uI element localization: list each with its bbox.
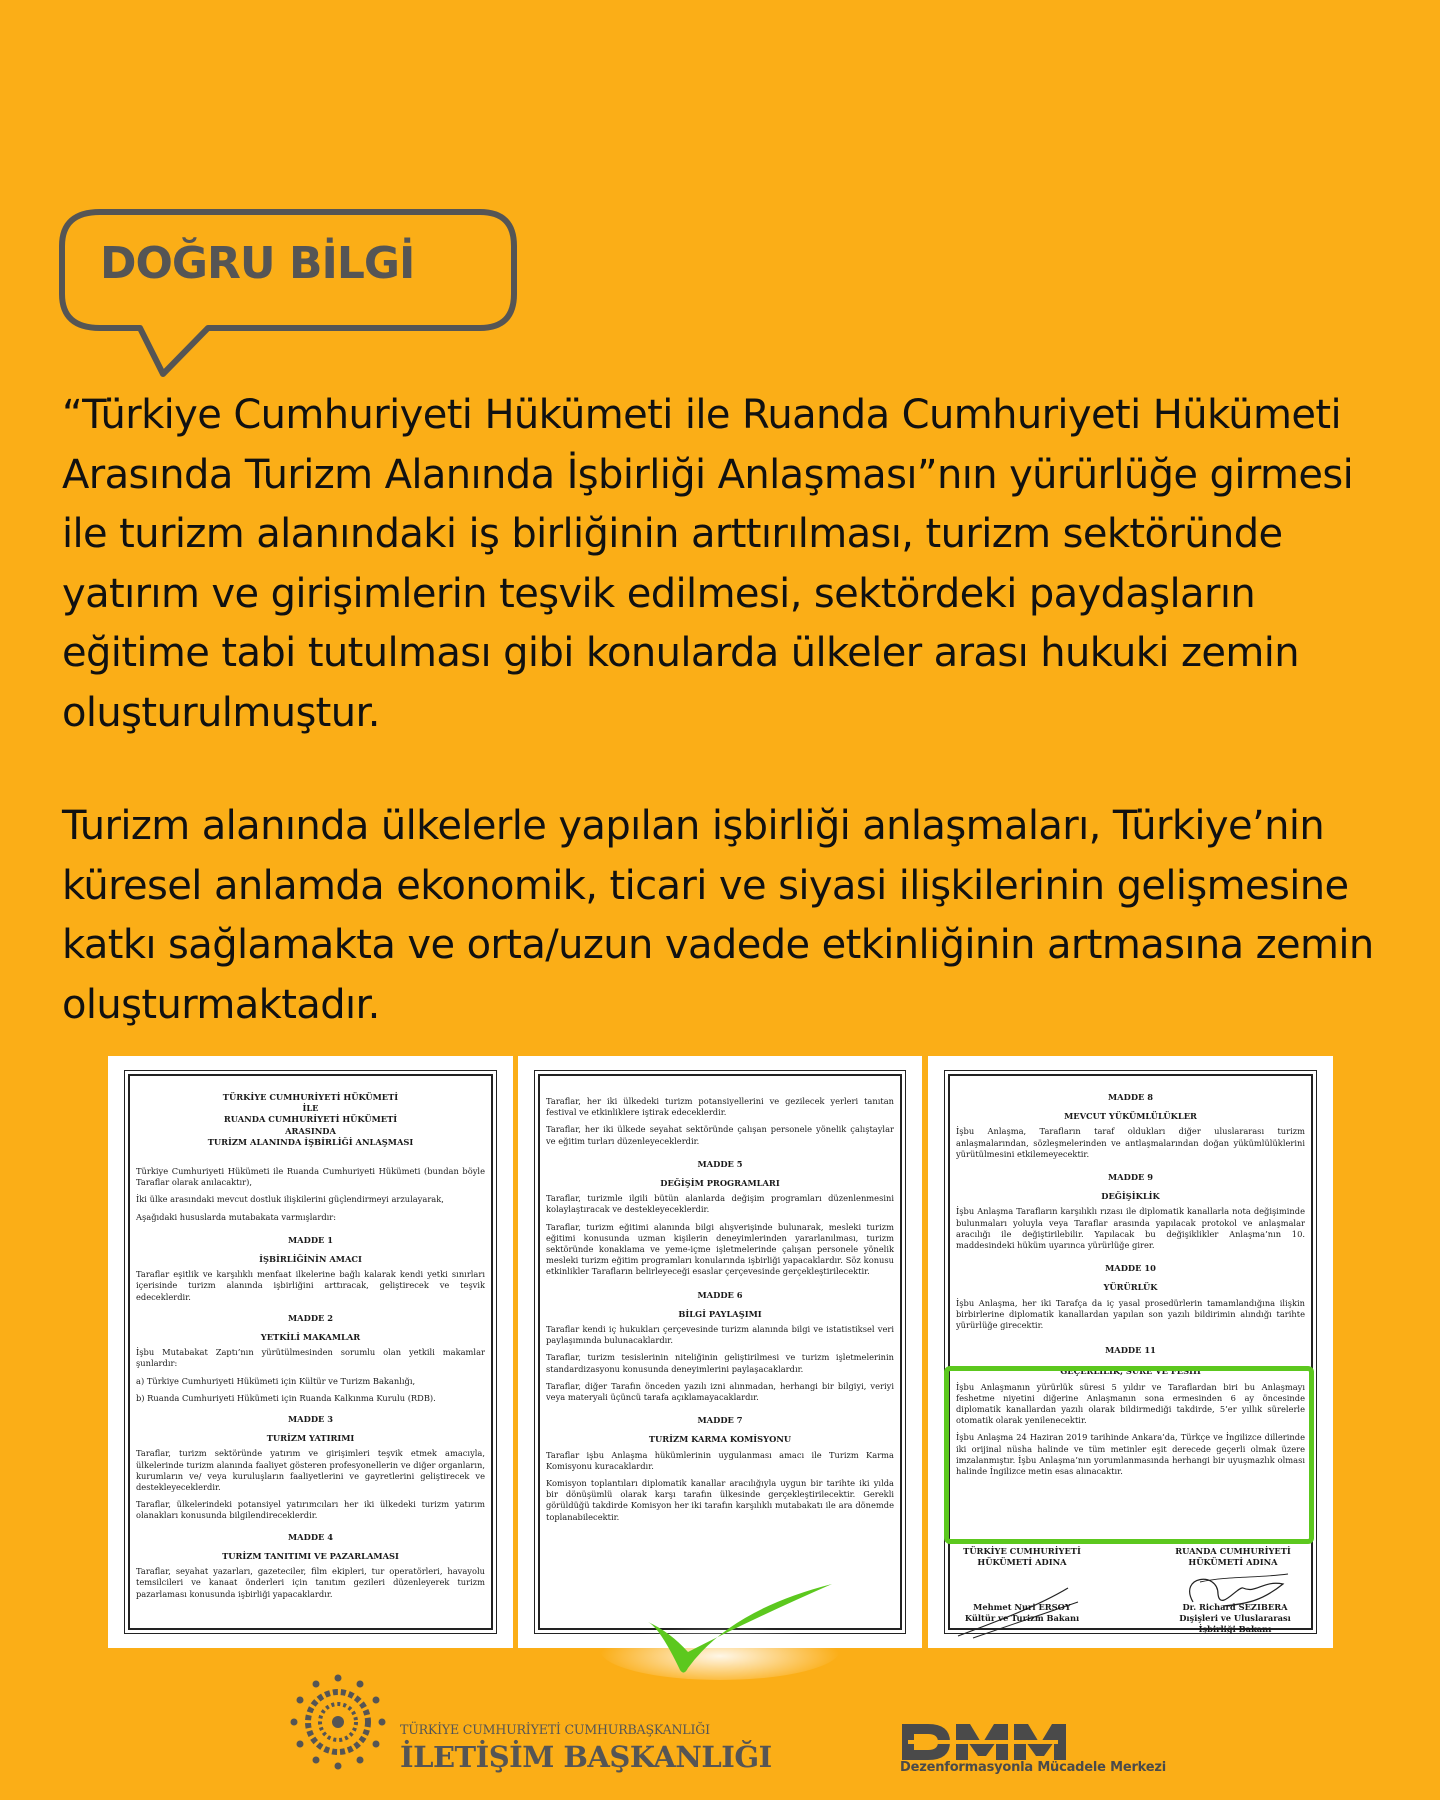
article-number: MADDE 8	[1108, 1092, 1153, 1102]
doc-title-line: İLE	[302, 1103, 319, 1114]
dmm-subtitle: Dezenformasyonla Mücadele Merkezi	[900, 1760, 1167, 1775]
article-heading: DEĞİŞİKLİK	[1101, 1191, 1160, 1202]
article-heading: MEVCUT YÜKÜMLÜLÜKLER	[1064, 1111, 1197, 1122]
signatory-title: İşbirliği Bakanı	[1198, 1624, 1272, 1634]
article-heading: BİLGİ PAYLAŞIMI	[678, 1308, 762, 1319]
badge-label: DOĞRU BİLGİ	[100, 238, 415, 289]
speech-bubble-icon	[0, 0, 1440, 400]
doc-title-line: RUANDA CUMHURİYETİ HÜKÜMETİ	[223, 1114, 398, 1125]
article-number: MADDE 11	[1105, 1345, 1156, 1356]
article-heading: İŞBİRLİĞİNİN AMACI	[259, 1254, 362, 1265]
doc-text: Taraflar, ülkelerindeki potansiyel yatırımcıları her iki ülkedeki turizm yatırım olanakları konusunda bilgilendireceklerdir.	[136, 1499, 485, 1521]
logo1-line2: İLETİŞİM BAŞKANLIĞI	[400, 1740, 772, 1774]
doc-title-line: TURİZM ALANINDA İŞBİRLİĞİ ANLAŞMASI	[207, 1136, 414, 1147]
article-number: MADDE 4	[288, 1531, 333, 1542]
article-heading: TURİZM TANITIMI VE PAZARLAMASI	[222, 1550, 399, 1561]
article-number: MADDE 7	[697, 1415, 743, 1426]
doc-text: İşbu Anlaşma, her iki Tarafça da iç yasal prosedürlerin tamamlandığına ilişkin birbirlerine diplomatik kanallardan yapılan son yazılı bildirimin alındığı tarihte yürürlüğe girecektir.	[956, 1297, 1305, 1331]
signature-block-right	[1158, 1546, 1308, 1568]
article-heading: DEĞİŞİM PROGRAMLARI	[660, 1178, 780, 1189]
signature-label: HÜKÜMETİ ADINA	[1188, 1557, 1278, 1567]
doc-text: a) Türkiye Cumhuriyeti Hükümeti için Kültür ve Turizm Bakanlığı,	[136, 1375, 416, 1386]
doc-text: İki ülke arasındaki mevcut dostluk ilişkilerini güçlendirmeyi arzulayarak,	[136, 1194, 444, 1205]
doc-text: Taraflar, turizm sektöründe yatırım ve girişimleri teşvik etmek amacıyla, ülkelerinde turizm alanında faaliyet gösteren profesyonellerin ve diğer organların, kurumların ve/ veya kuruluşların faaliyetlerini ve gayretlerini geliştirecek ve destekleyeceklerdir.	[136, 1448, 485, 1493]
article-heading: YÜRÜRLÜK	[1103, 1282, 1158, 1293]
doc-text: İşbu Anlaşma Tarafların karşılıklı rızası ile diplomatik kanallarla nota değişiminde bulunmaları yoluyla veya Taraflar arasında yapılacak protokol ve anlaşmalar aracılığı ile değiştirilebilir. Yapılacak bu değişiklikler Anlaşma’nın 10. maddesindeki hüküm uyarınca yürürlüğe girer.	[956, 1206, 1305, 1251]
article-number: MADDE 9	[1108, 1172, 1153, 1183]
article-heading: YETKİLİ MAKAMLAR	[260, 1332, 361, 1343]
doc-text: b) Ruanda Cumhuriyeti Hükümeti için Ruanda Kalkınma Kurulu (RDB).	[136, 1392, 436, 1403]
paragraph-1: “Türkiye Cumhuriyeti Hükümeti ile Ruanda Cumhuriyeti Hükümeti Arasında Turizm Alanında İşbirliği Anlaşması”nın yürürlüğe girmesi ile turizm alanındaki iş birliğinin arttırılması, turizm sektöründe yatırım ve girişimlerin teşvik edilmesi, sektördeki paydaşların eğitime tabi tutulması gibi konularda ülkeler arası hukuki zemin oluşturulmuştur.	[62, 392, 1354, 736]
doc-text: Taraflar eşitlik ve karşılıklı menfaat ilkelerine bağlı kalarak kendi yetki sınırları içerisinde turizm alanında işbirliğini arttıracak, geliştirecek ve teşvik edeceklerdir.	[136, 1269, 485, 1302]
signature-label: TÜRKİYE CUMHURİYETİ	[963, 1546, 1081, 1556]
signatory-name: Dr. Richard SEZIBERA	[1182, 1602, 1288, 1612]
logo1-line1: TÜRKİYE CUMHURİYETİ CUMHURBAŞKANLIĞI	[400, 1722, 710, 1737]
dmm-logo	[900, 1722, 1110, 1762]
paragraph-2: Turizm alanında ülkelerle yapılan işbirliği anlaşmaları, Türkiye’nin küresel anlamda ekonomik, ticari ve siyasi ilişkilerinin gelişmesine katkı sağlamakta ve orta/uzun vadede etkinliğinin artmasına zemin oluşturmaktadır.	[62, 803, 1374, 1028]
article-number: MADDE 10	[1105, 1263, 1156, 1274]
doc-text: İşbu Mutabakat Zaptı’nın yürütülmesinden sorumlu olan yetkili makamlar şunlardır:	[136, 1347, 485, 1369]
doc-text: İşbu Anlaşma 24 Haziran 2019 tarihinde Ankara’da, Türkçe ve İngilizce dillerinde iki orijinal nüsha halinde ve tüm metinler eşit derecede geçerli olmak üzere imzalanmıştır. İşbu Anlaşma’nın yorumlanmasında herhangi bir uyuşmazlık olması halinde İngilizce metin esas alınacaktır.	[956, 1432, 1305, 1477]
document-page-3	[928, 1056, 1333, 1648]
signatory-title: Dışişleri ve Uluslararası	[1179, 1613, 1291, 1623]
article-heading: GEÇERLİLİK, SÜRE VE FESİH	[1060, 1366, 1201, 1377]
signatory-name: Mehmet Nuri ERSOY	[973, 1602, 1071, 1612]
article-number: MADDE 1	[288, 1234, 333, 1245]
doc-text: Komisyon toplantıları diplomatik kanallar aracılığıyla uygun bir tarihte iki yılda bir dönüşümlü olarak karşı tarafın ülkesinde gerçekleştirilecektir. Gerekli görüldüğü takdirde Komisyon her iki tarafın karşılıklı mutabakatı ile ara dönemde toplanabilecektir.	[546, 1478, 894, 1522]
doc-title-line: ARASINDA	[285, 1125, 336, 1136]
signatory-right	[1160, 1602, 1310, 1635]
article-number: MADDE 3	[288, 1414, 333, 1425]
signatory-left	[952, 1602, 1092, 1624]
article-heading: TURİZM YATIRIMI	[266, 1433, 355, 1444]
article-number: MADDE 6	[697, 1289, 743, 1300]
doc-title-line: TÜRKİYE CUMHURİYETİ HÜKÜMETİ	[222, 1092, 399, 1102]
article-number: MADDE 5	[697, 1158, 743, 1169]
signature-block-left	[952, 1546, 1092, 1568]
highlight-box	[944, 1366, 1314, 1544]
check-icon	[600, 1580, 870, 1690]
article-number: MADDE 2	[288, 1312, 333, 1323]
doc-text: Aşağıdaki hususlarda mutabakata varmışlardır:	[136, 1211, 337, 1222]
doc-text: Taraflar, turizm eğitimi alanında bilgi alışverişinde bulunarak, mesleki turizm eğitimi konusunda uzman kişilerin deneyimlerinden yararlanılması, turizm sektöründe konaklama ve yeme-içme işletmelerinde çalışan personele yönelik mesleki turizm eğitim programları konularında işbirliği yapacaklardır. Söz konusu etkinlikler Tarafların belirleyeceği esaslar çerçevesinde gerçekleştirilecektir.	[546, 1221, 894, 1277]
doc-text: Taraflar kendi iç hukukları çerçevesinde turizm alanında bilgi ve istatistiksel veri paylaşımında bulunacaklardır.	[546, 1324, 894, 1346]
doc-text: Taraflar, turizmle ilgili bütün alanlarda değişim programları düzenlenmesini kolaylaştıracak ve destekleyeceklerdir.	[546, 1193, 894, 1215]
document-page-1	[108, 1056, 513, 1648]
doc-text: Taraflar işbu Anlaşma hükümlerinin uygulanması amacı ile Turizm Karma Komisyonu kuracaklardır.	[546, 1449, 894, 1471]
document-page-2	[518, 1056, 922, 1648]
doc-text: Taraflar, her iki ülkede seyahat sektöründe çalışan personele yönelik çalıştaylar ve eğitim turları düzenleyeceklerdir.	[546, 1124, 894, 1146]
article-heading: TURİZM KARMA KOMİSYONU	[648, 1434, 792, 1445]
signature-label: HÜKÜMETİ ADINA	[977, 1557, 1067, 1567]
signatory-title: Kültür ve Turizm Bakanı	[964, 1613, 1080, 1623]
doc-text: Taraflar, diğer Tarafın önceden yazılı izni alınmadan, herhangi bir bilgiyi, veriyi veya materyali üçüncü tarafa açıklamayacaklardır.	[546, 1380, 894, 1403]
doc-text: Taraflar, her iki ülkedeki turizm potansiyellerini ve gezilecek yerleri tanıtan festival ve etkinliklere iştirak edeceklerdir.	[546, 1096, 894, 1118]
doc-text: İşbu Anlaşma, Tarafların taraf oldukları diğer uluslararası turizm anlaşmalarından, sözleşmelerinden ve antlaşmalarından doğan yükümlülüklerini yürütülmesini etkilemeyecektir.	[956, 1126, 1305, 1159]
doc-text: Taraflar, turizm tesislerinin niteliğinin geliştirilmesi ve turizm işletmelerinin standardizasyonu konusunda deneyimlerini paylaşacaklardır.	[546, 1352, 894, 1374]
communications-directorate-logo-icon	[288, 1672, 388, 1772]
signature-label: RUANDA CUMHURİYETİ	[1175, 1546, 1291, 1556]
doc-text: Taraflar, seyahat yazarları, gazeteciler, film ekipleri, tur operatörleri, havayolu temsilcileri ve kanaat önderleri için tanıtım gezileri düzenleyerek turizm pazarlaması konusunda işbirliği yapacaklardır.	[136, 1566, 485, 1599]
doc-text: İşbu Anlaşmanın yürürlük süresi 5 yıldır ve Taraflardan biri bu Anlaşmayı feshetme niyetini diğerine Anlaşmanın sona ermesinden 6 ay öncesinde diplomatik kanallardan yazılı olarak bildirmediği takdirde, 5’er yıllık sürelerle otomatik olarak yenilenecektir.	[956, 1381, 1305, 1426]
doc-text: Türkiye Cumhuriyeti Hükümeti ile Ruanda Cumhuriyeti Hükümeti (bundan böyle Taraflar olarak anılacaktır),	[136, 1166, 485, 1188]
